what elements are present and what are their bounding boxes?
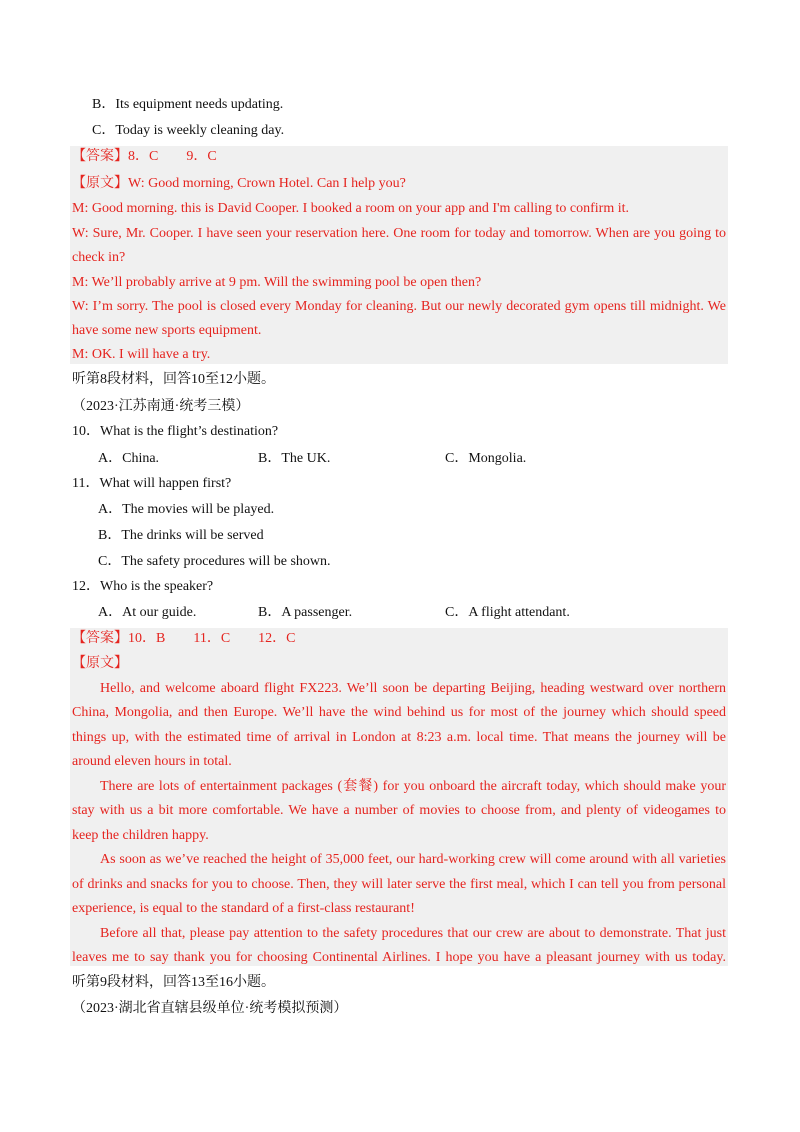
transcript-line: There are lots of entertainment packages (套餐) for you onboard the aircraft today, which should make your xyxy=(100,779,726,794)
transcript-line: leaves me to say thank you for choosing Continental Airlines. I hope you have a pleasant journey with us today. xyxy=(72,950,726,965)
transcript-line: check in? xyxy=(72,250,126,265)
option-c: C．The safety procedures will be shown. xyxy=(98,554,331,569)
question-12: 12．Who is the speaker? xyxy=(72,579,214,594)
option-a: A．At our guide. xyxy=(98,605,197,620)
option-b: B．A passenger. xyxy=(258,605,353,620)
option-b: B．Its equipment needs updating. xyxy=(92,97,284,112)
transcript-line: experience, is equal to the standard of a first-class restaurant! xyxy=(72,901,415,916)
section-heading: 听第8段材料，回答10至12小题。 xyxy=(72,372,275,387)
transcript-line: of drinks and snacks for you to choose. Then, they will later serve the first meal, which I can tell you from personal xyxy=(72,877,726,892)
option-a: A．China. xyxy=(98,451,160,466)
transcript-line: 【原文】W: Good morning, Crown Hotel. Can I help you? xyxy=(72,176,406,191)
transcript-label: 【原文】 xyxy=(72,656,128,671)
transcript-line: M: We’ll probably arrive at 9 pm. Will the swimming pool be open then? xyxy=(72,275,482,290)
option-c: C．Today is weekly cleaning day. xyxy=(92,123,285,138)
transcript-line: Before all that, please pay attention to the safety procedures that our crew are about to demonstrate. That just xyxy=(100,926,726,941)
option-c: C．A flight attendant. xyxy=(445,605,570,620)
transcript-line: M: Good morning. this is David Cooper. I booked a room on your app and I'm calling to confirm it. xyxy=(72,201,629,216)
transcript-line: As soon as we’ve reached the height of 35,000 feet, our hard-working crew will come around with all varieties xyxy=(100,852,726,867)
section-heading: 听第9段材料，回答13至16小题。 xyxy=(72,975,275,990)
transcript-line: stay with us a bit more comfortable. We have a number of movies to choose from, and plenty of videogames to xyxy=(72,803,726,818)
option-c: C．Mongolia. xyxy=(445,451,527,466)
transcript-line: Hello, and welcome aboard flight FX223. We’ll soon be departing Beijing, heading westward over northern xyxy=(100,681,726,696)
question-11: 11．What will happen first? xyxy=(72,476,232,491)
question-source: （2023·湖北省直辖县级单位·统考模拟预测） xyxy=(72,1001,348,1016)
answer-label: 【答案】10．B 11．C 12．C xyxy=(72,631,296,646)
transcript-line: around eleven hours in total. xyxy=(72,754,232,769)
question-10: 10．What is the flight’s destination? xyxy=(72,424,279,439)
transcript-line: W: I’m sorry. The pool is closed every Monday for cleaning. But our newly decorated gym opens till midnight. We xyxy=(72,299,726,314)
question-source: （2023·江苏南通·统考三模） xyxy=(72,399,250,414)
option-b: B．The UK. xyxy=(258,451,331,466)
answer-label: 【答案】8．C 9．C xyxy=(72,149,217,164)
option-a: A．The movies will be played. xyxy=(98,502,275,517)
option-b: B．The drinks will be served xyxy=(98,528,264,543)
transcript-line: keep the children happy. xyxy=(72,828,209,843)
transcript-line: have some new sports equipment. xyxy=(72,323,262,338)
transcript-label: 【原文】 xyxy=(72,176,128,191)
transcript-line: W: Sure, Mr. Cooper. I have seen your reservation here. One room for today and tomorrow. When are you going to xyxy=(72,226,726,241)
transcript-line: China, Mongolia, and then Europe. We’ll have the wind behind us for most of the journey which should speed xyxy=(72,705,726,720)
transcript-line: M: OK. I will have a try. xyxy=(72,347,211,362)
transcript-line: things up, with the estimated time of arrival in London at 8:23 a.m. local time. That means the journey will be xyxy=(72,730,726,745)
